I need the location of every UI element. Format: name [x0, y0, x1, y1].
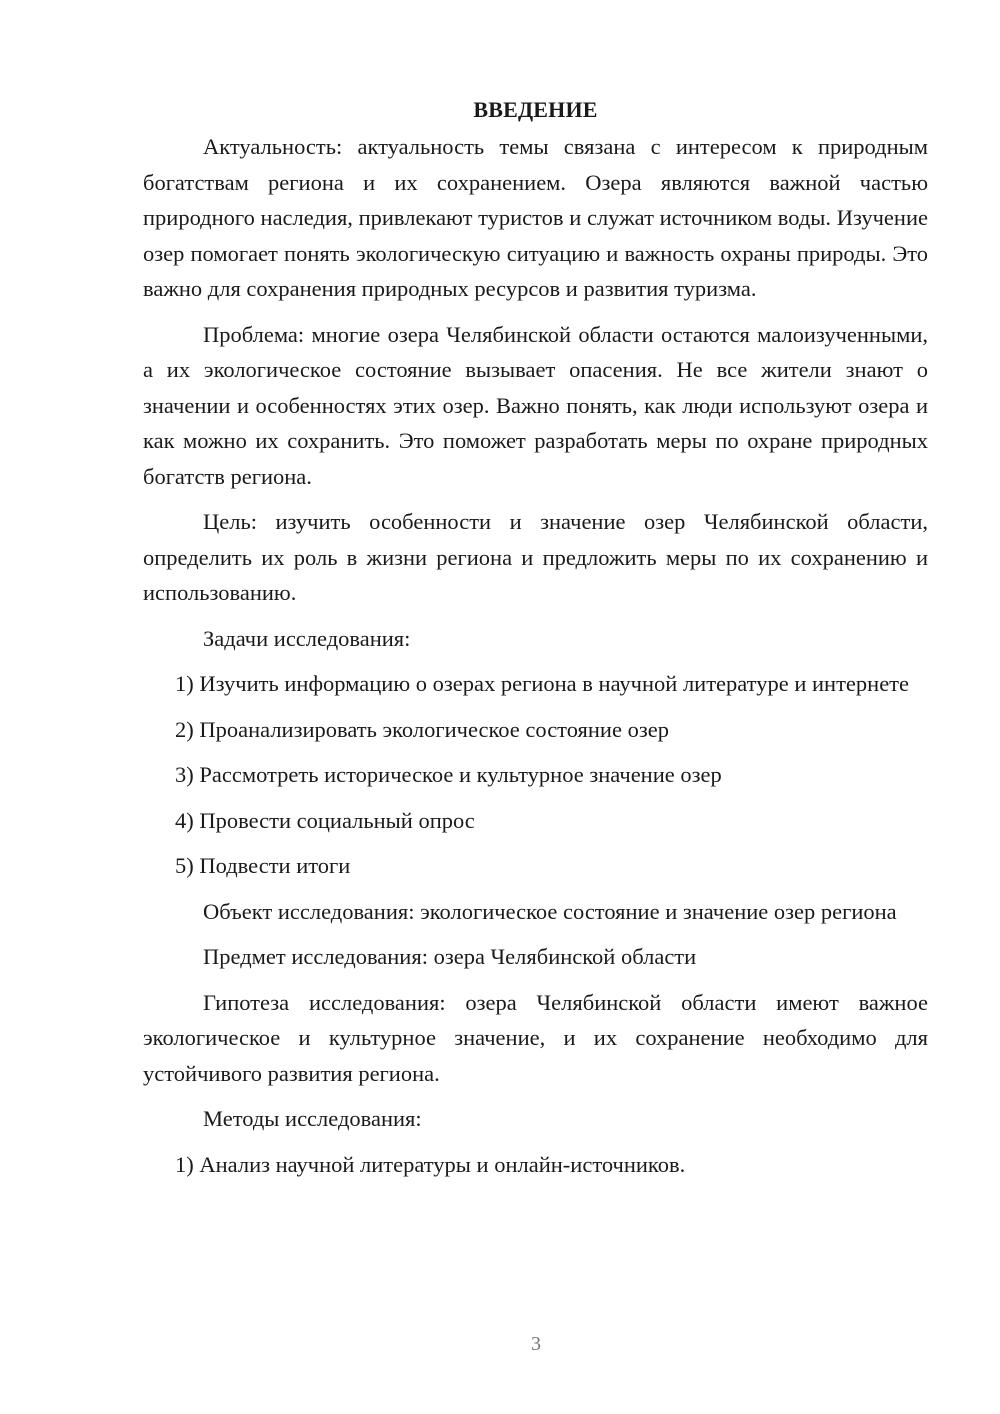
page-number: 3	[531, 1333, 541, 1355]
task-item: 4) Провести социальный опрос	[175, 807, 475, 833]
task-item: 1) Изучить информацию о озерах региона в научной литературе и интернете	[175, 671, 909, 696]
document-page	[143, 92, 928, 1192]
task-item: 3) Рассмотреть историческое и культурное значение озер	[175, 762, 722, 787]
problem-paragraph: Проблема: многие озера Челябинской области остаются малоизученными, а их экологическое состояние вызывает опасения. Не все жители знают о значении и особенностях этих озер. Важно понять, как люди используют озера и как можно их сохранить. Это поможет разработать меры по охране природных богатств региона.	[143, 321, 928, 489]
task-item: 5) Подвести итоги	[175, 853, 351, 878]
subject-paragraph: Предмет исследования: озера Челябинской области	[203, 944, 697, 969]
relevance-paragraph: Актуальность: актуальность темы связана с интересом к природным богатствам региона и их сохранением. Озера являются важной частью природного наследия, привлекают туристов и служат источником воды. Изучение озер помогает понять экологическую ситуацию и важность охраны природы. Это важно для сохранения природных ресурсов и развития туризма.	[143, 134, 928, 301]
section-title: ВВЕДЕНИЕ	[473, 97, 598, 122]
tasks-heading: Задачи исследования:	[203, 625, 411, 651]
hypothesis-paragraph: Гипотеза исследования: озера Челябинской области имеют важное экологическое и культурное значение, и их сохранение необходимо для устойчивого развития региона.	[143, 989, 928, 1086]
task-item: 2) Проанализировать экологическое состояние озер	[175, 716, 669, 742]
goal-paragraph: Цель: изучить особенности и значение озер Челябинской области, определить их роль в жизни региона и предложить меры по их сохранению и использованию.	[143, 509, 928, 605]
object-paragraph: Объект исследования: экологическое состояние и значение озер региона	[203, 898, 897, 924]
method-item: 1) Анализ научной литературы и онлайн-источников.	[175, 1151, 686, 1177]
methods-heading: Методы исследования:	[203, 1106, 422, 1131]
